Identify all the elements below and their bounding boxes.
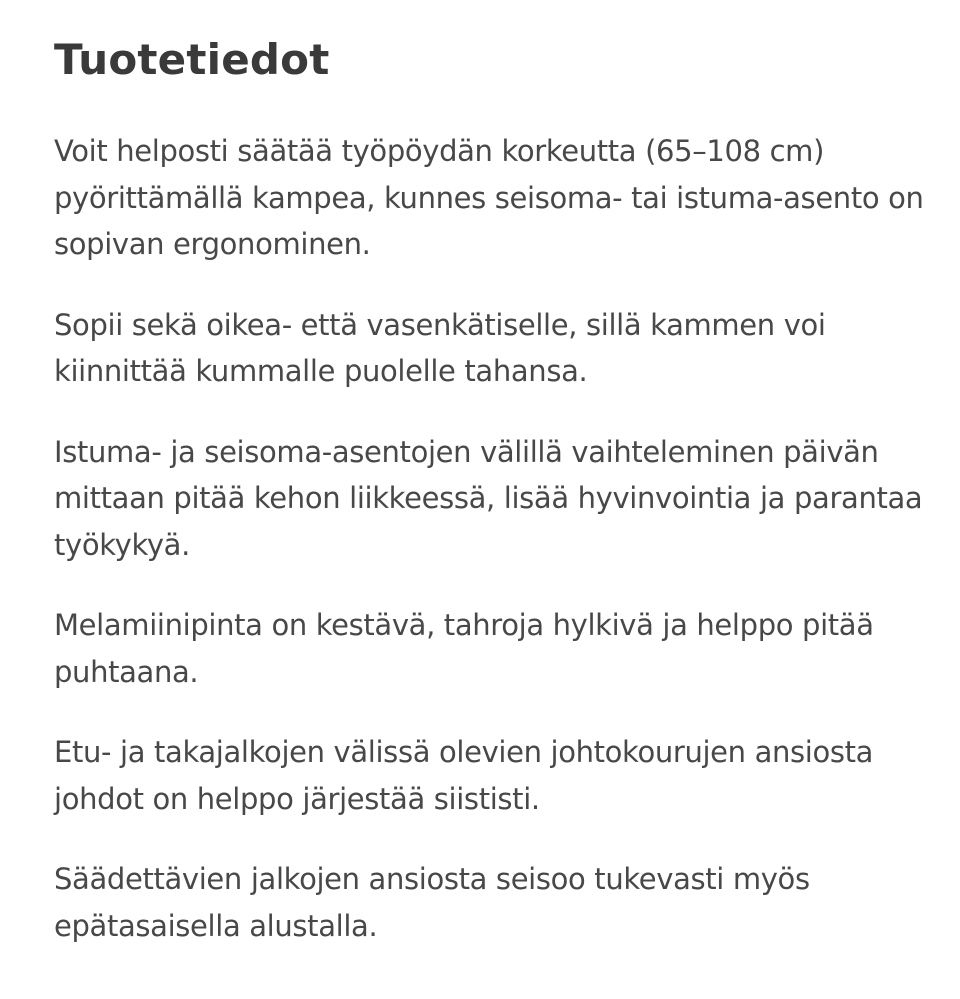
description-paragraph: Etu- ja takajalkojen välissä olevien johtokourujen ansiosta johdot on helppo järjestää siististi. [54,735,874,816]
description-paragraph: Voit helposti säätää työpöydän korkeutta (65–108 cm) pyörittämällä kampea, kunnes seisoma- tai istuma-asento on sopivan ergonominen. [54,134,924,261]
description-paragraph: Istuma- ja seisoma-asentojen välillä vaihteleminen päivän mittaan pitää kehon liikkeessä, lisää hyvinvointia ja parantaa työkykyä. [54,434,923,562]
section-title: Tuotetiedot [54,35,330,84]
description-paragraph: Sopii sekä oikea- että vasenkätiselle, sillä kammen voi kiinnittää kummalle puolelle tahansa. [54,307,826,388]
description-paragraph: Säädettävien jalkojen ansiosta seisoo tukevasti myös epätasaisella alustalla. [54,862,810,943]
description-paragraph: Melamiinipinta on kestävä, tahroja hylkivä ja helppo pitää puhtaana. [54,608,874,689]
product-description-list [54,128,934,949]
